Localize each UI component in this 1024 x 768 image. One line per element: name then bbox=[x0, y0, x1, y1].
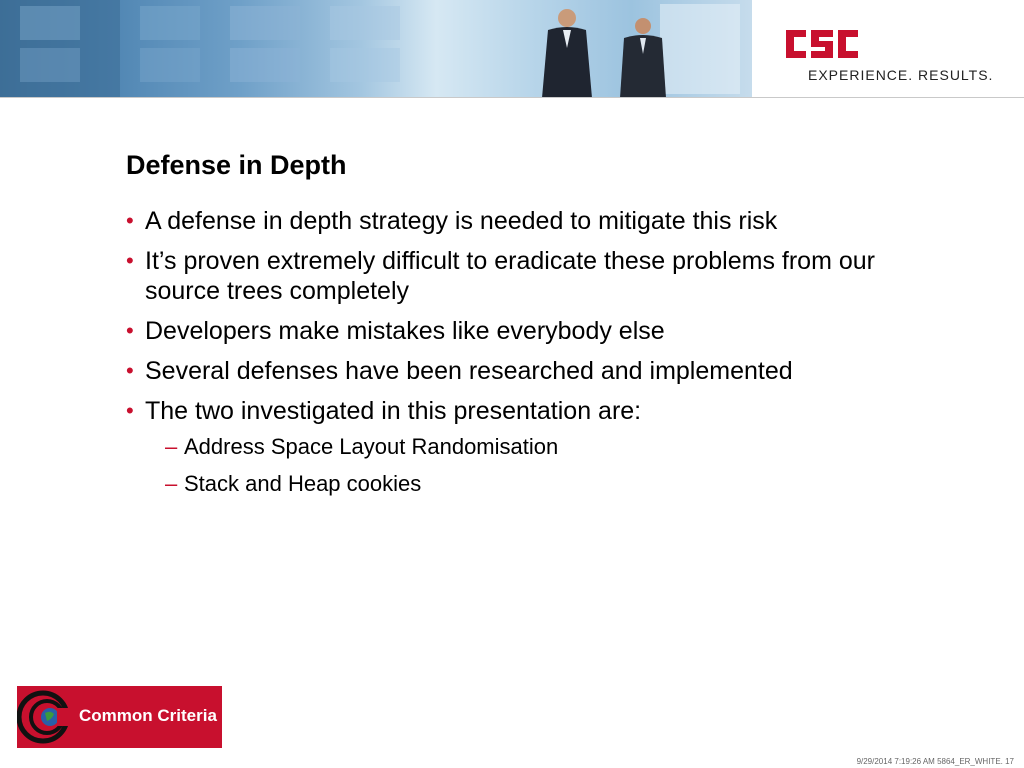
bullet-text: The two investigated in this presentation are: bbox=[145, 397, 642, 425]
bullet-item bbox=[126, 246, 906, 306]
bullet-item bbox=[126, 206, 906, 236]
bullet-text: A defense in depth strategy is needed to mitigate this risk bbox=[145, 207, 778, 235]
bullet-marker: • bbox=[126, 358, 134, 383]
bullet-marker: • bbox=[126, 208, 134, 233]
bullet-text: Developers make mistakes like everybody else bbox=[145, 317, 665, 345]
sub-bullet-marker: – bbox=[165, 434, 178, 459]
banner-photo bbox=[0, 0, 752, 98]
csc-tagline: EXPERIENCE. RESULTS. bbox=[808, 67, 994, 83]
bullet-marker: • bbox=[126, 248, 134, 273]
header-divider bbox=[0, 97, 1024, 98]
sub-bullet-text: Stack and Heap cookies bbox=[184, 471, 422, 496]
csc-logo bbox=[784, 26, 860, 62]
common-criteria-text: Common Criteria bbox=[79, 706, 217, 725]
bullet-item bbox=[126, 396, 906, 426]
bullet-text: It’s proven extremely difficult to eradicate these problems from our source trees completely bbox=[145, 247, 875, 305]
bullet-marker: • bbox=[126, 398, 134, 423]
bullet-list bbox=[126, 206, 906, 508]
common-criteria-logo bbox=[17, 686, 222, 748]
sub-bullet-marker: – bbox=[165, 471, 178, 496]
sub-bullet-item bbox=[126, 471, 906, 497]
slide-footer: 9/29/2014 7:19:26 AM 5864_ER_WHITE. 17 bbox=[856, 757, 1014, 766]
business-people-image bbox=[0, 0, 752, 98]
bullet-item bbox=[126, 316, 906, 346]
bullet-marker: • bbox=[126, 318, 134, 343]
bullet-text: Several defenses have been researched and implemented bbox=[145, 357, 793, 385]
slide-title: Defense in Depth bbox=[126, 150, 347, 180]
header-banner bbox=[0, 0, 1024, 98]
sub-bullet-item bbox=[126, 434, 906, 460]
bullet-item bbox=[126, 356, 906, 386]
sub-bullet-text: Address Space Layout Randomisation bbox=[184, 434, 559, 459]
